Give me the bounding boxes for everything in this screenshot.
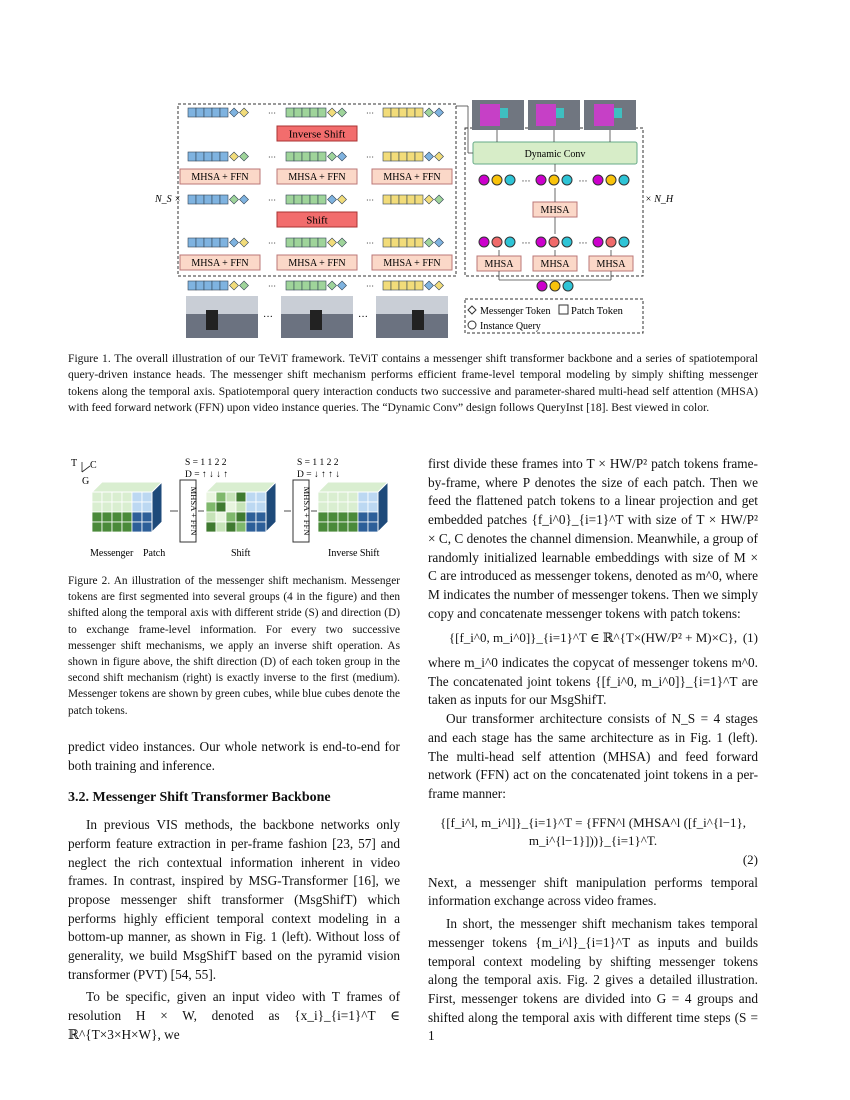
ellipsis: ···: [366, 282, 374, 291]
ns-label: N_S ×: [155, 194, 181, 205]
messenger-cube: [226, 502, 236, 512]
messenger-cube: [122, 492, 132, 502]
patch-cube: [256, 522, 266, 532]
inverse-shift-label: Inverse Shift: [288, 128, 346, 141]
patch-cube: [368, 492, 378, 502]
patch-cube: [368, 512, 378, 522]
patch-cube: [142, 512, 152, 522]
patch-cube: [246, 502, 256, 512]
messenger-cube: [318, 502, 328, 512]
messenger-cube: [92, 522, 102, 532]
messenger-cube: [236, 492, 246, 502]
patch-token: [212, 108, 220, 117]
patch-token: [302, 281, 310, 290]
messenger-cube: [122, 502, 132, 512]
messenger-cube: [338, 512, 348, 522]
equation-2-number: (2): [742, 852, 758, 868]
patch-token-legend-icon: [559, 305, 568, 314]
patch-token: [415, 281, 423, 290]
patch-token: [220, 195, 228, 204]
patch-token: [302, 195, 310, 204]
ellipsis: ···: [268, 282, 276, 291]
messenger-cube: [92, 512, 102, 522]
legend-instance-query: Instance Query: [480, 321, 541, 332]
messenger-token: [435, 238, 444, 247]
patch-token: [391, 238, 399, 247]
svg-text:D = ↓ ↑ ↑ ↓: D = ↓ ↑ ↑ ↓: [297, 470, 341, 480]
patch-token: [399, 152, 407, 161]
messenger-cube: [328, 502, 338, 512]
messenger-token: [425, 108, 434, 117]
messenger-cube: [206, 512, 216, 522]
messenger-cube: [102, 512, 112, 522]
patch-token: [212, 281, 220, 290]
messenger-cube: [338, 522, 348, 532]
legend-messenger-token: Messenger Token: [480, 306, 551, 317]
messenger-cube: [112, 492, 122, 502]
left-column: [68, 738, 400, 1045]
messenger-token: [338, 195, 347, 204]
messenger-cube: [206, 492, 216, 502]
svg-text:···: ···: [263, 312, 273, 323]
messenger-token: [328, 238, 337, 247]
messenger-cube: [206, 522, 216, 532]
right-para-1: first divide these frames into T × HW/P² patch tokens frame-by-frame, where P denotes the size of each patch. Then we feed the flattened patch tokens to a linear projection and get embedded patches {f_i^0}_{i=1}^T with size of T × HW/P² × C, C denotes the channel dimension. Meanwhile, a group of randomly initialized learnable embeddings with size of M × C are introduced as messenger tokens, denoted as m^0, where M indicates the number of messenger tokens. Then we simply copy and concatenate messenger tokens with patch tokens:: [428, 456, 758, 621]
messenger-token: [435, 108, 444, 117]
patch-cube: [142, 492, 152, 502]
right-para-2: where m_i^0 indicates the copycat of messenger tokens m^0. The concatenated joint tokens {[f_i^0, m_i^0]}_{i=1}^T are taken as inputs for our MsgShifT.: [428, 655, 758, 708]
patch-token: [383, 195, 391, 204]
equation-2-body: {[f_i^l, m_i^l]}_{i=1}^T = {FFN^l (MHSA^l ([f_i^{l−1}, m_i^{l−1}]))}_{i=1}^T.: [439, 814, 747, 849]
cube-left: [92, 482, 162, 532]
messenger-cube: [216, 512, 226, 522]
patch-cube: [368, 522, 378, 532]
messenger-cube: [206, 502, 216, 512]
patch-token: [286, 152, 294, 161]
messenger-token: [230, 152, 239, 161]
svg-text:···: ···: [578, 238, 588, 248]
patch-token: [383, 281, 391, 290]
equation-2: [428, 814, 758, 870]
mhsa-ffn-row-lower: [180, 255, 452, 270]
messenger-cube: [112, 522, 122, 532]
messenger-token: [230, 195, 239, 204]
cube-right: [318, 482, 388, 532]
patch-token: [318, 108, 326, 117]
legend-patch-token: Patch Token: [571, 306, 623, 317]
patch-token: [188, 108, 196, 117]
messenger-token: [328, 195, 337, 204]
patch-token: [318, 238, 326, 247]
patch-token: [399, 238, 407, 247]
messenger-token: [230, 281, 239, 290]
messenger-cube: [236, 522, 246, 532]
patch-token: [310, 108, 318, 117]
patch-token: [391, 152, 399, 161]
patch-token: [383, 238, 391, 247]
patch-token: [407, 152, 415, 161]
messenger-cube: [122, 522, 132, 532]
patch-token: [415, 195, 423, 204]
messenger-token: [240, 195, 249, 204]
messenger-token: [230, 238, 239, 247]
messenger-token-legend-icon: [468, 306, 476, 314]
left-para-2: To be specific, given an input video with T frames of resolution H × W, denoted as {x_i}_{i=1}^T ∈ ℝ^{T×3×H×W}, we: [68, 989, 400, 1042]
svg-text:D = ↑ ↓ ↓ ↑: D = ↑ ↓ ↓ ↑: [185, 470, 229, 480]
messenger-token: [240, 238, 249, 247]
figure-1: [150, 96, 710, 346]
messenger-cube: [226, 512, 236, 522]
input-frames: [186, 296, 448, 338]
ellipsis: ···: [366, 109, 374, 118]
patch-token: [383, 152, 391, 161]
messenger-token: [240, 152, 249, 161]
svg-text:S = 1 1 2 2: S = 1 1 2 2: [185, 458, 227, 468]
patch-cube: [246, 512, 256, 522]
messenger-token: [328, 108, 337, 117]
messenger-cube: [102, 502, 112, 512]
patch-cube: [132, 492, 142, 502]
patch-token: [294, 152, 302, 161]
patch-token: [391, 195, 399, 204]
patch-token: [310, 281, 318, 290]
patch-token: [204, 152, 212, 161]
patch-token: [204, 108, 212, 117]
messenger-cube: [328, 522, 338, 532]
patch-token: [302, 152, 310, 161]
messenger-token: [425, 195, 434, 204]
patch-token: [220, 238, 228, 247]
patch-token: [212, 152, 220, 161]
patch-token: [407, 238, 415, 247]
patch-token: [302, 238, 310, 247]
left-para-1: In previous VIS methods, the backbone networks only perform feature extraction in per-frame fashion [23, 57] and neglect the rich contextual information inherent in video frames. In contrast, inspired by MSG-Transformer [16], we propose messenger shift transformer (MsgShifT) which performs highly efficient temporal context modeling in a bottom-up manner, as shown in Fig. 1 (left). Without loss of generality, we build MsgShifT based on the pyramid vision transformer (PVT) [54, 55].: [68, 817, 400, 982]
patch-token: [286, 281, 294, 290]
messenger-cube: [348, 502, 358, 512]
patch-token: [220, 108, 228, 117]
patch-token: [407, 195, 415, 204]
patch-cube: [246, 522, 256, 532]
figure-2-caption: Figure 2. An illustration of the messenger shift mechanism. Messenger tokens are first segmented into several groups (4 in the figure) and then shifted along the temporal axis with different stride (S) and direction (D) to exchange frame-level information. For every two successive messenger shift mechanisms, we apply an inverse shift operation. As shown in figure above, the shift direction (D) of each token group in the second shift mechanism (right) is exactly inverse to the first (medium). Messenger tokens are shown by green cubes, while blue cubes denote the patch tokens.: [68, 575, 400, 717]
cube-top: [206, 482, 276, 492]
messenger-cube: [338, 502, 348, 512]
svg-text:MHSA: MHSA: [596, 259, 626, 270]
ellipsis: ···: [366, 239, 374, 248]
patch-token: [407, 108, 415, 117]
instance-query-circles: [479, 175, 629, 291]
patch-cube: [256, 492, 266, 502]
svg-text:···: ···: [521, 176, 531, 186]
messenger-token: [328, 152, 337, 161]
svg-text:C: C: [90, 460, 97, 471]
ellipsis: ···: [366, 153, 374, 162]
messenger-cube: [236, 502, 246, 512]
svg-text:MHSA + FFN: MHSA + FFN: [191, 172, 249, 183]
patch-token: [196, 152, 204, 161]
patch-token: [294, 195, 302, 204]
ellipsis: ···: [268, 109, 276, 118]
messenger-cube: [226, 492, 236, 502]
patch-token: [286, 195, 294, 204]
svg-text:MHSA: MHSA: [484, 259, 514, 270]
patch-token: [391, 108, 399, 117]
patch-token: [318, 281, 326, 290]
patch-token: [407, 281, 415, 290]
patch-cube: [132, 522, 142, 532]
nh-label: × N_H: [645, 194, 674, 205]
svg-text:···: ···: [358, 312, 368, 323]
messenger-token: [240, 108, 249, 117]
svg-text:Patch: Patch: [143, 548, 166, 559]
patch-token: [415, 108, 423, 117]
mhsa-ffn-row-upper: [180, 169, 452, 184]
right-para-5: In short, the messenger shift mechanism takes temporal messenger tokens {m_i^l}_{i=1}^T as inputs and builds temporal context modeling by shifting messenger tokens along the temporal axis. Fig. 2 gives a detailed illustration. First, messenger tokens are divided into G = 4 groups and shifted along the temporal axis with different time steps (S = 1: [428, 916, 758, 1044]
patch-token: [310, 195, 318, 204]
patch-token: [286, 108, 294, 117]
patch-token: [399, 195, 407, 204]
messenger-token: [425, 152, 434, 161]
patch-token: [188, 281, 196, 290]
ellipsis: ···: [268, 196, 276, 205]
patch-cube: [358, 492, 368, 502]
patch-token: [318, 152, 326, 161]
ellipsis: ···: [268, 239, 276, 248]
patch-token: [196, 281, 204, 290]
messenger-cube: [338, 492, 348, 502]
instance-query-legend-icon: [468, 321, 476, 329]
messenger-cube: [92, 502, 102, 512]
dynamic-conv-label: Dynamic Conv: [524, 149, 586, 160]
figure-2: [68, 452, 400, 562]
cube-top: [92, 482, 162, 492]
patch-cube: [246, 492, 256, 502]
equation-1-number: (1): [742, 630, 758, 646]
messenger-token: [425, 238, 434, 247]
svg-text:MHSA + FFN: MHSA + FFN: [189, 486, 199, 536]
patch-token: [188, 195, 196, 204]
right-column: [428, 455, 758, 1046]
patch-token: [310, 152, 318, 161]
messenger-cube: [236, 512, 246, 522]
patch-cube: [358, 502, 368, 512]
svg-text:S = 1 1 2 2: S = 1 1 2 2: [297, 458, 339, 468]
messenger-cube: [102, 522, 112, 532]
messenger-cube: [348, 492, 358, 502]
svg-text:···: ···: [578, 176, 588, 186]
svg-text:MHSA: MHSA: [540, 259, 570, 270]
patch-cube: [142, 502, 152, 512]
messenger-cube: [112, 512, 122, 522]
messenger-token: [230, 108, 239, 117]
patch-token: [294, 281, 302, 290]
messenger-token: [435, 195, 444, 204]
patch-token: [212, 195, 220, 204]
messenger-cube: [348, 512, 358, 522]
svg-text:···: ···: [521, 238, 531, 248]
left-para-intro: predict video instances. Our whole network is end-to-end for both training and inference.: [68, 739, 400, 773]
patch-token: [286, 238, 294, 247]
svg-text:Inverse Shift: Inverse Shift: [328, 548, 380, 559]
messenger-cube: [328, 492, 338, 502]
shift-label: Shift: [306, 214, 328, 227]
patch-token: [302, 108, 310, 117]
messenger-cube: [318, 512, 328, 522]
messenger-cube: [92, 492, 102, 502]
patch-token: [220, 281, 228, 290]
messenger-token: [435, 152, 444, 161]
messenger-cube: [102, 492, 112, 502]
messenger-token: [240, 281, 249, 290]
svg-text:MHSA: MHSA: [540, 205, 570, 216]
patch-token: [204, 281, 212, 290]
messenger-cube: [112, 502, 122, 512]
cube-top: [318, 482, 388, 492]
svg-text:MHSA + FFN: MHSA + FFN: [383, 172, 441, 183]
patch-cube: [132, 512, 142, 522]
cube-middle: [206, 482, 276, 532]
patch-cube: [368, 502, 378, 512]
messenger-token: [338, 238, 347, 247]
messenger-cube: [328, 512, 338, 522]
patch-token: [318, 195, 326, 204]
patch-token: [415, 152, 423, 161]
patch-token: [294, 108, 302, 117]
messenger-cube: [216, 492, 226, 502]
messenger-cube: [318, 492, 328, 502]
messenger-cube: [318, 522, 328, 532]
patch-token: [204, 238, 212, 247]
svg-text:G: G: [82, 476, 90, 487]
patch-token: [294, 238, 302, 247]
messenger-token: [338, 108, 347, 117]
patch-token: [415, 238, 423, 247]
patch-token: [196, 195, 204, 204]
patch-token: [204, 195, 212, 204]
patch-token: [212, 238, 220, 247]
patch-token: [188, 238, 196, 247]
patch-token: [391, 281, 399, 290]
figure-1-caption: Figure 1. The overall illustration of our TeViT framework. TeViT contains a messenger shift transformer backbone and a series of spatiotemporal query-driven instance heads. The messenger shift mechanism performs efficient frame-level temporal modeling by simply shifting messenger tokens along the temporal axis. Spatiotemporal query interaction conducts two successive and parameter-shared multi-head self attention (MHSA) with feed forward network (FFN) upon video instance queries. The “Dynamic Conv” design follows QueryInst [18]. Best viewed in color.: [68, 352, 758, 414]
messenger-token: [328, 281, 337, 290]
patch-cube: [132, 502, 142, 512]
patch-token: [399, 281, 407, 290]
right-para-4: Next, a messenger shift manipulation performs temporal information exchange across video frames.: [428, 874, 758, 909]
equation-1: [428, 629, 758, 648]
patch-cube: [256, 512, 266, 522]
patch-token: [399, 108, 407, 117]
svg-text:MHSA + FFN: MHSA + FFN: [302, 486, 312, 536]
patch-cube: [358, 512, 368, 522]
messenger-token: [425, 281, 434, 290]
messenger-cube: [348, 522, 358, 532]
svg-text:T: T: [71, 458, 78, 469]
svg-text:MHSA + FFN: MHSA + FFN: [191, 258, 249, 269]
svg-text:Messenger: Messenger: [90, 548, 134, 559]
patch-token: [196, 238, 204, 247]
patch-cube: [256, 502, 266, 512]
right-para-3: Our transformer architecture consists of N_S = 4 stages and each stage has the same architecture as in Fig. 1 (left). The multi-head self attention (MHSA) and feed forward network (FFN) act on the concatenated joint tokens in a per-frame manner:: [428, 711, 758, 801]
messenger-cube: [226, 522, 236, 532]
svg-text:Shift: Shift: [231, 548, 251, 559]
messenger-token: [338, 281, 347, 290]
patch-cube: [142, 522, 152, 532]
messenger-cube: [216, 502, 226, 512]
svg-text:MHSA + FFN: MHSA + FFN: [288, 172, 346, 183]
patch-token: [188, 152, 196, 161]
patch-token: [310, 238, 318, 247]
patch-token: [383, 108, 391, 117]
messenger-cube: [122, 512, 132, 522]
svg-text:MHSA + FFN: MHSA + FFN: [383, 258, 441, 269]
patch-token: [196, 108, 204, 117]
messenger-token: [338, 152, 347, 161]
patch-token: [220, 152, 228, 161]
ellipsis: ···: [268, 153, 276, 162]
output-frames: [472, 100, 636, 130]
messenger-token: [435, 281, 444, 290]
equation-1-body: {[f_i^0, m_i^0]}_{i=1}^T ∈ ℝ^{T×(HW/P² + M)×C},: [448, 630, 738, 646]
svg-text:MHSA + FFN: MHSA + FFN: [288, 258, 346, 269]
section-heading: 3.2. Messenger Shift Transformer Backbone: [68, 790, 331, 806]
patch-cube: [358, 522, 368, 532]
messenger-cube: [216, 522, 226, 532]
ellipsis: ···: [366, 196, 374, 205]
